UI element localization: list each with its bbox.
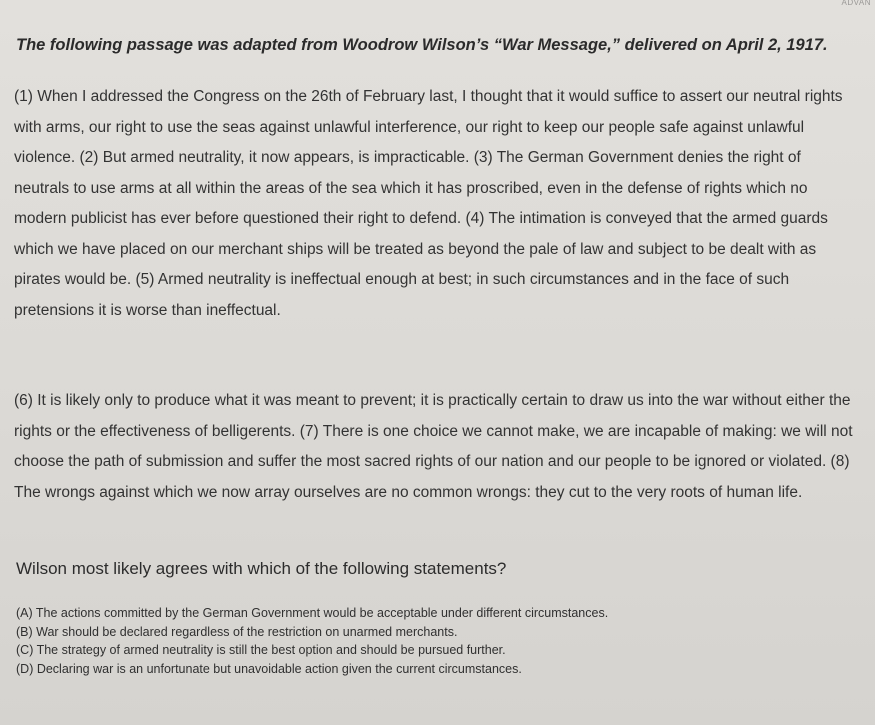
question-text: Wilson most likely agrees with which of the following statements? bbox=[16, 559, 507, 578]
passage-paragraph-2: (6) It is likely only to produce what it was meant to prevent; it is practically certain to draw us into the war without either the rights or the effectiveness of belligerents. (7) There is one choice we cannot make, we are incapable of making: we will not choose the path of submission and suffer the most sacred rights of our nation and our people to be ignored or violated. (8) The wrongs against which we now array ourselves are no common wrongs: they cut to the very roots of human life. bbox=[14, 392, 853, 501]
passage-paragraph-1: (1) When I addressed the Congress on the 26th of February last, I thought that it would suffice to assert our neutral rights with arms, our right to use the seas against unlawful interference, our right to keep our people safe against unlawful violence. (2) But armed neutrality, it now appears, is impracticable. (3) The German Government denies the right of neutrals to use arms at all within the areas of the sea which it has proscribed, even in the defense of rights which no modern publicist has ever before questioned their right to defend. (4) The intimation is conveyed that the armed guards which we have placed on our merchant ships will be treated as beyond the pale of law and subject to be dealt with as pirates would be. (5) Armed neutrality is ineffectual enough at best; in such circumstances and in the face of such pretensions it is worse than ineffectual. bbox=[14, 88, 843, 319]
answer-option-d[interactable]: (D) Declaring war is an unfortunate but unavoidable action given the current circumstances. bbox=[16, 661, 522, 676]
passage-intro: The following passage was adapted from Woodrow Wilson’s “War Message,” delivered on April 2, 1917. bbox=[16, 36, 828, 54]
answer-option-b[interactable]: (B) War should be declared regardless of the restriction on unarmed merchants. bbox=[16, 624, 458, 639]
answer-options bbox=[16, 604, 856, 678]
answer-option-a[interactable]: (A) The actions committed by the German Government would be acceptable under different circumstances. bbox=[16, 606, 609, 620]
corner-watermark: ADVAN bbox=[841, 0, 871, 7]
answer-option-c[interactable]: (C) The strategy of armed neutrality is still the best option and should be pursued further. bbox=[16, 643, 506, 657]
